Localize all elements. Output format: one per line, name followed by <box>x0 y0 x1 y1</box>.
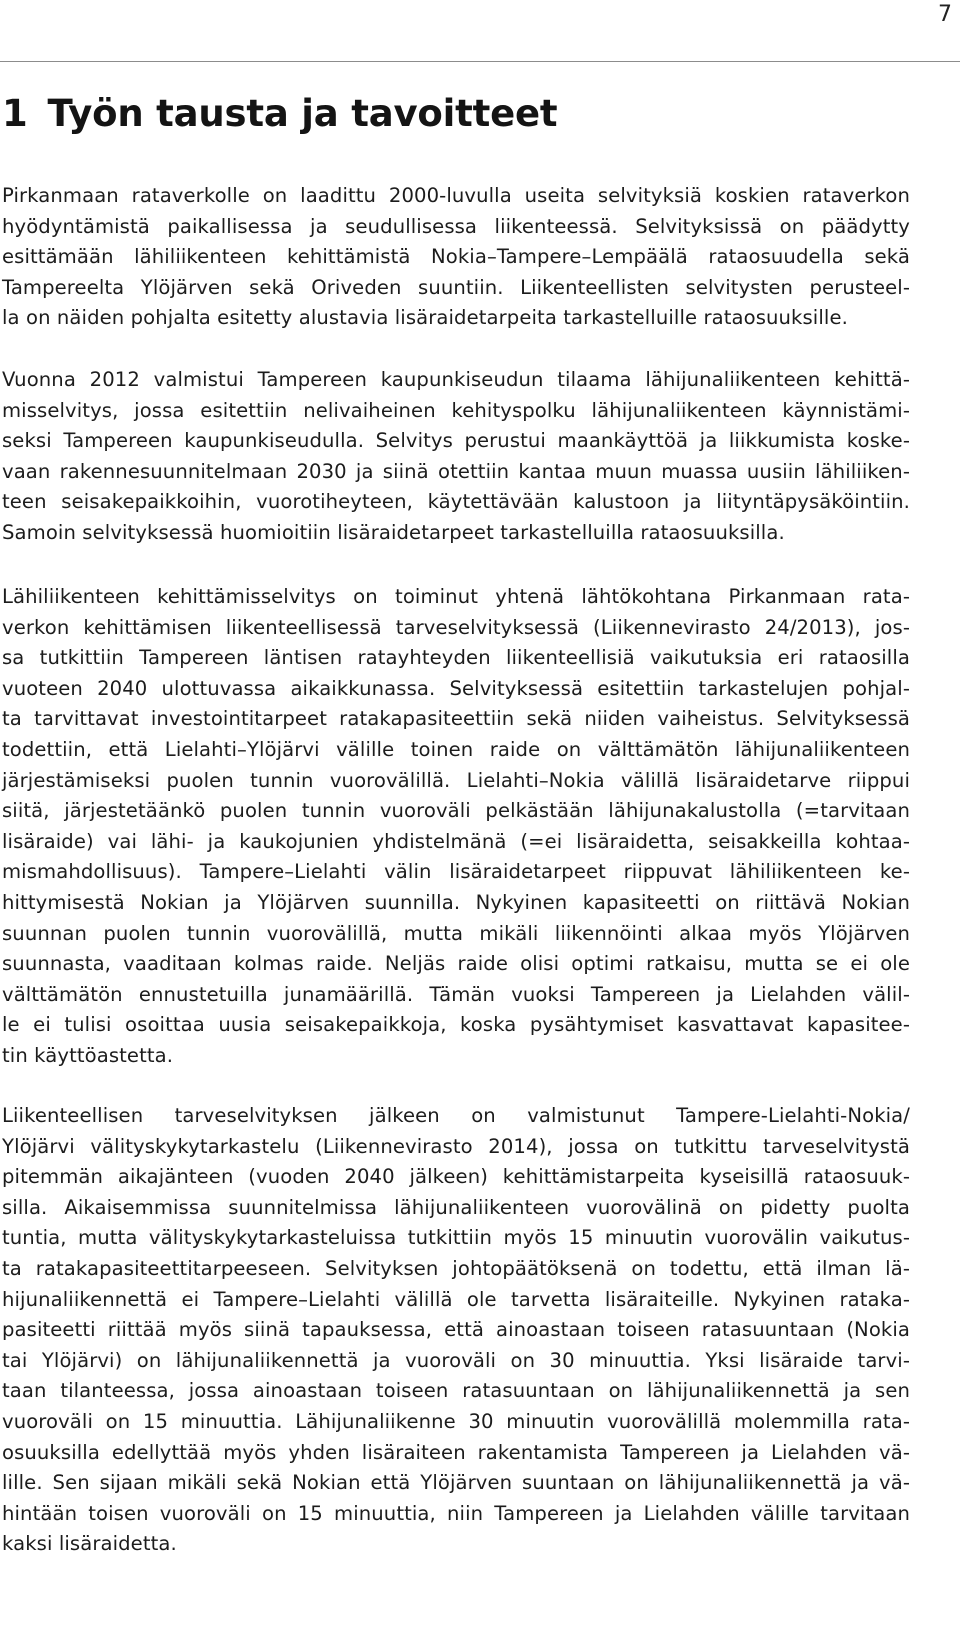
paragraph-line: hintään toisen vuoroväli on 15 minuuttia, niin Tampereen ja Lielahden välille tarvitaan <box>2 1501 910 1525</box>
paragraph-line: Samoin selvityksessä huomioitiin lisäraidetarpeet tarkastelluilla rataosuuksilla. <box>2 520 785 544</box>
paragraph-line: Tampereelta Ylöjärven sekä Oriveden suuntiin. Liikenteellisten selvitysten perusteel- <box>2 275 910 299</box>
paragraph-line: hijunaliikennettä ei Tampere–Lielahti välillä ole tarvetta lisäraiteille. Nykyinen rataka- <box>2 1287 910 1311</box>
paragraph-line: Vuonna 2012 valmistui Tampereen kaupunkiseudun tilaama lähijunaliikenteen kehittä- <box>2 368 910 391</box>
paragraph-line: misselvitys, jossa esitettiin nelivaiheinen kehityspolku lähijunaliikenteen käynnistämi- <box>2 398 910 422</box>
paragraph-line: todettiin, että Lielahti–Ylöjärvi välille toinen raide on välttämätön lähijunaliikenteen <box>2 737 910 761</box>
paragraph-line: hittymisestä Nokian ja Ylöjärven suunnilla. Nykyinen kapasiteetti on riittävä Nokian <box>2 890 910 914</box>
header-rule <box>0 61 960 62</box>
paragraph-line: lisäraide) vai lähi- ja kaukojunien yhdistelmänä (=ei lisäraidetta, seisakkeilla kohtaa- <box>2 829 910 853</box>
paragraph-line: lille. Sen sijaan mikäli sekä Nokian että Ylöjärven suuntaan on lähijunaliikennettä ja vä- <box>2 1471 910 1495</box>
paragraph-line: verkon kehittämisen liikenteellisessä tarveselvityksessä (Liikennevirasto 24/2013), jos- <box>2 615 910 639</box>
paragraph-line: ta tarvittavat investointitarpeet ratakapasiteettiin sekä niiden vaiheistus. Selvityksessä <box>2 707 910 731</box>
paragraph-line: le ei tulisi osoittaa uusia seisakepaikkoja, koska pysähtymiset kasvattavat kapasitee- <box>2 1013 910 1037</box>
paragraph-line: järjestämiseksi puolen tunnin vuorovälillä. Lielahti–Nokia välillä lisäraidetarve riippui <box>2 768 910 792</box>
paragraph-line: osuuksilla edellyttää myös yhden lisäraiteen rakentamista Tampereen ja Lielahden vä- <box>2 1440 910 1464</box>
paragraph-line: kaksi lisäraidetta. <box>2 1532 177 1556</box>
paragraph-line: taan tilanteessa, jossa ainoastaan toiseen ratasuuntaan on lähijunaliikennettä ja sen <box>2 1379 910 1403</box>
paragraph-line: vuoroväli on 15 minuuttia. Lähijunaliikenne 30 minuutin vuorovälillä molemmilla rata- <box>2 1409 910 1433</box>
paragraph-line: sa tutkittiin Tampereen läntisen ratayhteyden liikenteellisiä vaikutuksia eri rataosilla <box>2 646 910 670</box>
paragraph-line: hyödyntämistä paikallisessa ja seudullisessa liikenteessä. Selvityksissä on päädytty <box>2 214 910 238</box>
paragraph-line: tuntia, mutta välityskykytarkasteluissa tutkittiin myös 15 minuutin vuorovälin vaikutus- <box>2 1226 910 1250</box>
paragraph-line: silla. Aikaisemmissa suunnitelmissa lähijunaliikenteen vuorovälinä on pidetty puolta <box>2 1195 910 1219</box>
paragraph-line: Ylöjärvi välityskykytarkastelu (Liikennevirasto 2014), jossa on tutkittu tarveselvitystä <box>2 1134 910 1158</box>
paragraph-line: suunnan puolen tunnin vuorovälillä, mutta mikäli liikennöinti alkaa myös Ylöjärven <box>2 921 910 945</box>
paragraph-2 <box>2 365 910 549</box>
paragraph-1 <box>2 181 910 334</box>
paragraph-line: tin käyttöastetta. <box>2 1043 174 1067</box>
paragraph-line: mismahdollisuus). Tampere–Lielahti välin lisäraidetarpeet riippuvat lähiliikenteen ke- <box>2 860 910 884</box>
paragraph-line: välttämätön ennustetuilla junamäärillä. Tämän vuoksi Tampereen ja Lielahden välil- <box>2 982 910 1006</box>
page-number: 7 <box>938 2 952 27</box>
paragraph-line: vuoteen 2040 ulottuvassa aikaikkunassa. Selvityksessä esitettiin tarkastelujen pohjal- <box>2 676 910 700</box>
paragraph-line: tai Ylöjärvi) on lähijunaliikennettä ja vuoroväli on 30 minuuttia. Yksi lisäraide tarvi- <box>2 1348 910 1372</box>
paragraph-line: pitemmän aikajänteen (vuoden 2040 jälkeen) kehittämistarpeita kyseisillä rataosuuk- <box>2 1165 910 1189</box>
paragraph-line: pasiteetti riittää myös siinä tapauksessa, että ainoastaan toiseen ratasuuntaan (Nokia <box>2 1318 910 1342</box>
paragraph-line: seksi Tampereen kaupunkiseudulla. Selvitys perustui maankäyttöä ja liikkumista koske- <box>2 429 910 453</box>
chapter-title <box>2 86 557 142</box>
paragraph-4 <box>2 1101 910 1560</box>
paragraph-line: Pirkanmaan rataverkolle on laadittu 2000-luvulla useita selvityksiä koskien rataverkon <box>2 184 910 207</box>
paragraph-line: la on näiden pohjalta esitetty alustavia lisäraidetarpeita tarkastelluille rataosuuksille. <box>2 306 848 330</box>
chapter-title-text: Työn tausta ja tavoitteet <box>47 92 558 135</box>
paragraph-line: esittämään lähiliikenteen kehittämistä Nokia–Tampere–Lempäälä rataosuudella sekä <box>2 245 910 269</box>
paragraph-line: Lähiliikenteen kehittämisselvitys on toiminut yhtenä lähtökohtana Pirkanmaan rata- <box>2 585 910 608</box>
paragraph-line: ta ratakapasiteettitarpeeseen. Selvityksen johtopäätöksenä on todettu, että ilman lä- <box>2 1256 910 1280</box>
chapter-number: 1 <box>2 92 28 135</box>
paragraph-line: vaan rakennesuunnitelmaan 2030 ja siinä otettiin kantaa muun muassa uusiin lähiliiken- <box>2 459 910 483</box>
paragraph-3 <box>2 582 910 1072</box>
paragraph-line: siitä, järjestetäänkö puolen tunnin vuoroväli pelkästään lähijunakalustolla (=tarvitaan <box>2 799 910 823</box>
paragraph-line: Liikenteellisen tarveselvityksen jälkeen on valmistunut Tampere-Lielahti-Nokia/ <box>2 1104 910 1127</box>
paragraph-line: suunnasta, vaaditaan kolmas raide. Neljäs raide olisi optimi ratkaisu, mutta se ei ole <box>2 952 910 976</box>
paragraph-line: teen seisakepaikkoihin, vuorotiheyteen, käytettävään kalustoon ja liityntäpysäköintiin. <box>2 490 910 514</box>
